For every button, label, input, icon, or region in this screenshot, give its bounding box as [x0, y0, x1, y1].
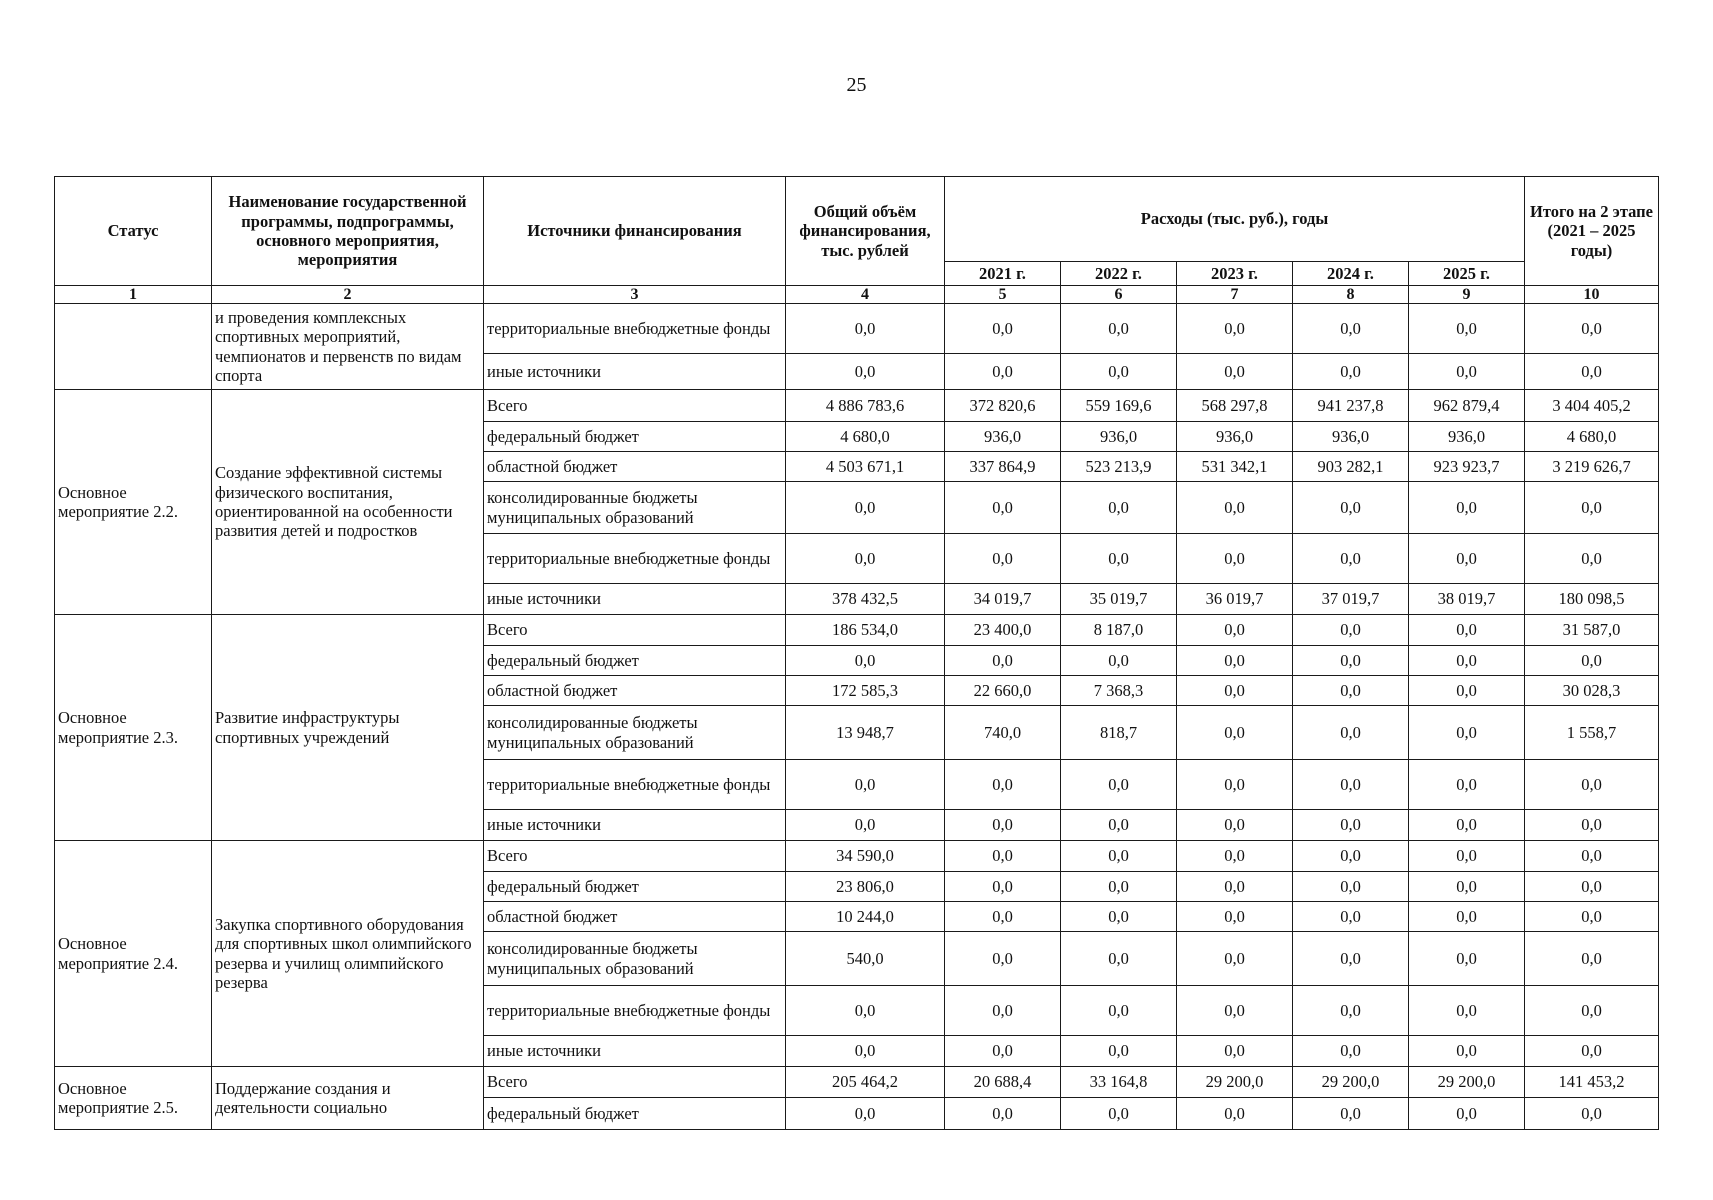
value-cell: 0,0 — [1061, 304, 1177, 354]
value-cell: 0,0 — [1061, 902, 1177, 932]
value-cell: 0,0 — [1177, 902, 1293, 932]
table-body — [55, 304, 1659, 1130]
value-cell: 0,0 — [1293, 646, 1409, 676]
value-cell: 0,0 — [1409, 615, 1525, 646]
header-total: Общий объём финансирования, тыс. рублей — [786, 177, 945, 286]
value-cell: 0,0 — [786, 760, 945, 810]
value-cell: 0,0 — [1177, 841, 1293, 872]
source-cell: иные источники — [484, 1036, 786, 1067]
column-number: 6 — [1061, 286, 1177, 304]
value-cell: 31 587,0 — [1525, 615, 1659, 646]
page-number: 25 — [846, 74, 867, 96]
value-cell: 0,0 — [1409, 932, 1525, 986]
column-number: 10 — [1525, 286, 1659, 304]
value-cell: 0,0 — [1409, 676, 1525, 706]
value-cell: 180 098,5 — [1525, 584, 1659, 615]
value-cell: 531 342,1 — [1177, 452, 1293, 482]
source-cell: территориальные внебюджетные фонды — [484, 986, 786, 1036]
header-year: 2025 г. — [1409, 262, 1525, 286]
value-cell: 29 200,0 — [1177, 1067, 1293, 1098]
value-cell: 0,0 — [1409, 810, 1525, 841]
value-cell: 0,0 — [945, 482, 1061, 534]
value-cell: 0,0 — [1177, 482, 1293, 534]
value-cell: 372 820,6 — [945, 390, 1061, 422]
source-cell: территориальные внебюджетные фонды — [484, 534, 786, 584]
value-cell: 0,0 — [1525, 304, 1659, 354]
value-cell: 0,0 — [1061, 482, 1177, 534]
value-cell: 0,0 — [945, 902, 1061, 932]
event-name-cell: и проведения комплексных спортивных мероприятий, чемпионатов и первенств по видам спорта — [212, 304, 484, 390]
value-cell: 0,0 — [1409, 1098, 1525, 1130]
value-cell: 8 187,0 — [1061, 615, 1177, 646]
value-cell: 0,0 — [1177, 706, 1293, 760]
value-cell: 34 019,7 — [945, 584, 1061, 615]
value-cell: 0,0 — [1293, 872, 1409, 902]
value-cell: 0,0 — [945, 810, 1061, 841]
value-cell: 0,0 — [786, 482, 945, 534]
value-cell: 0,0 — [1177, 872, 1293, 902]
value-cell: 0,0 — [945, 354, 1061, 390]
source-cell: областной бюджет — [484, 902, 786, 932]
value-cell: 936,0 — [1177, 422, 1293, 452]
value-cell: 0,0 — [1293, 841, 1409, 872]
value-cell: 3 219 626,7 — [1525, 452, 1659, 482]
value-cell: 0,0 — [1061, 986, 1177, 1036]
header-year: 2022 г. — [1061, 262, 1177, 286]
value-cell: 0,0 — [1409, 534, 1525, 584]
value-cell: 38 019,7 — [1409, 584, 1525, 615]
value-cell: 0,0 — [1177, 534, 1293, 584]
value-cell: 0,0 — [786, 1036, 945, 1067]
value-cell: 0,0 — [1061, 646, 1177, 676]
value-cell: 29 200,0 — [1409, 1067, 1525, 1098]
value-cell: 0,0 — [786, 986, 945, 1036]
value-cell: 0,0 — [1525, 810, 1659, 841]
value-cell: 0,0 — [786, 810, 945, 841]
value-cell: 4 886 783,6 — [786, 390, 945, 422]
value-cell: 13 948,7 — [786, 706, 945, 760]
value-cell: 0,0 — [1293, 932, 1409, 986]
source-cell: территориальные внебюджетные фонды — [484, 760, 786, 810]
value-cell: 0,0 — [1177, 932, 1293, 986]
value-cell: 37 019,7 — [1293, 584, 1409, 615]
value-cell: 4 680,0 — [1525, 422, 1659, 452]
value-cell: 0,0 — [1293, 1036, 1409, 1067]
value-cell: 30 028,3 — [1525, 676, 1659, 706]
event-name-cell: Поддержание создания и деятельности социально — [212, 1067, 484, 1130]
value-cell: 0,0 — [786, 304, 945, 354]
value-cell: 0,0 — [1061, 1036, 1177, 1067]
value-cell: 378 432,5 — [786, 584, 945, 615]
value-cell: 0,0 — [1293, 615, 1409, 646]
source-cell: федеральный бюджет — [484, 872, 786, 902]
source-cell: федеральный бюджет — [484, 646, 786, 676]
value-cell: 818,7 — [1061, 706, 1177, 760]
value-cell: 0,0 — [1061, 872, 1177, 902]
header-name: Наименование государственной программы, подпрограммы, основного мероприятия, мероприятия — [212, 177, 484, 286]
source-cell: Всего — [484, 615, 786, 646]
value-cell: 4 503 671,1 — [786, 452, 945, 482]
status-cell: Основное мероприятие 2.2. — [55, 390, 212, 615]
value-cell: 29 200,0 — [1293, 1067, 1409, 1098]
value-cell: 0,0 — [1525, 646, 1659, 676]
value-cell: 35 019,7 — [1061, 584, 1177, 615]
value-cell: 0,0 — [1061, 932, 1177, 986]
value-cell: 0,0 — [1409, 986, 1525, 1036]
header-year: 2023 г. — [1177, 262, 1293, 286]
header-year: 2021 г. — [945, 262, 1061, 286]
value-cell: 0,0 — [786, 646, 945, 676]
value-cell: 0,0 — [1409, 354, 1525, 390]
value-cell: 3 404 405,2 — [1525, 390, 1659, 422]
source-cell: консолидированные бюджеты муниципальных образований — [484, 932, 786, 986]
value-cell: 0,0 — [1177, 304, 1293, 354]
value-cell: 0,0 — [1293, 534, 1409, 584]
status-cell: Основное мероприятие 2.5. — [55, 1067, 212, 1130]
value-cell: 523 213,9 — [1061, 452, 1177, 482]
status-cell: Основное мероприятие 2.4. — [55, 841, 212, 1067]
table-row — [55, 304, 1659, 354]
value-cell: 0,0 — [1409, 706, 1525, 760]
value-cell: 141 453,2 — [1525, 1067, 1659, 1098]
value-cell: 540,0 — [786, 932, 945, 986]
value-cell: 0,0 — [1409, 482, 1525, 534]
table-row — [55, 615, 1659, 646]
value-cell: 936,0 — [1061, 422, 1177, 452]
value-cell: 0,0 — [1409, 1036, 1525, 1067]
value-cell: 0,0 — [1061, 760, 1177, 810]
source-cell: федеральный бюджет — [484, 1098, 786, 1130]
header-expenses: Расходы (тыс. руб.), годы — [945, 177, 1525, 262]
value-cell: 0,0 — [1293, 902, 1409, 932]
value-cell: 23 806,0 — [786, 872, 945, 902]
value-cell: 186 534,0 — [786, 615, 945, 646]
value-cell: 0,0 — [1525, 354, 1659, 390]
value-cell: 0,0 — [1409, 646, 1525, 676]
financing-table — [54, 176, 1659, 1130]
value-cell: 0,0 — [1525, 1098, 1659, 1130]
value-cell: 0,0 — [1525, 534, 1659, 584]
source-cell: иные источники — [484, 354, 786, 390]
value-cell: 0,0 — [945, 872, 1061, 902]
table-row — [55, 1067, 1659, 1098]
value-cell: 0,0 — [1525, 932, 1659, 986]
value-cell: 0,0 — [1525, 482, 1659, 534]
column-number: 7 — [1177, 286, 1293, 304]
value-cell: 1 558,7 — [1525, 706, 1659, 760]
value-cell: 0,0 — [1177, 760, 1293, 810]
source-cell: федеральный бюджет — [484, 422, 786, 452]
value-cell: 0,0 — [1293, 1098, 1409, 1130]
event-name-cell: Создание эффективной системы физического воспитания, ориентированной на особенности развития детей и подростков — [212, 390, 484, 615]
value-cell: 172 585,3 — [786, 676, 945, 706]
value-cell: 936,0 — [1409, 422, 1525, 452]
value-cell: 0,0 — [1525, 986, 1659, 1036]
value-cell: 0,0 — [1293, 354, 1409, 390]
source-cell: Всего — [484, 390, 786, 422]
value-cell: 36 019,7 — [1177, 584, 1293, 615]
value-cell: 0,0 — [1293, 676, 1409, 706]
value-cell: 0,0 — [1409, 872, 1525, 902]
value-cell: 0,0 — [786, 354, 945, 390]
value-cell: 0,0 — [1061, 354, 1177, 390]
value-cell: 0,0 — [945, 534, 1061, 584]
value-cell: 0,0 — [945, 932, 1061, 986]
header-source: Источники финансирования — [484, 177, 786, 286]
value-cell: 0,0 — [1061, 534, 1177, 584]
source-cell: Всего — [484, 841, 786, 872]
value-cell: 0,0 — [1409, 304, 1525, 354]
value-cell: 337 864,9 — [945, 452, 1061, 482]
value-cell: 0,0 — [1061, 1098, 1177, 1130]
value-cell: 0,0 — [1409, 902, 1525, 932]
column-number: 9 — [1409, 286, 1525, 304]
table-row — [55, 841, 1659, 872]
value-cell: 941 237,8 — [1293, 390, 1409, 422]
value-cell: 33 164,8 — [1061, 1067, 1177, 1098]
event-name-cell: Развитие инфраструктуры спортивных учреждений — [212, 615, 484, 841]
column-number: 8 — [1293, 286, 1409, 304]
value-cell: 0,0 — [1293, 482, 1409, 534]
header-year: 2024 г. — [1293, 262, 1409, 286]
value-cell: 0,0 — [1177, 1098, 1293, 1130]
header-stage-total: Итого на 2 этапе (2021 – 2025 годы) — [1525, 177, 1659, 286]
value-cell: 10 244,0 — [786, 902, 945, 932]
source-cell: иные источники — [484, 584, 786, 615]
value-cell: 23 400,0 — [945, 615, 1061, 646]
column-number: 2 — [212, 286, 484, 304]
source-cell: территориальные внебюджетные фонды — [484, 304, 786, 354]
source-cell: областной бюджет — [484, 676, 786, 706]
value-cell: 34 590,0 — [786, 841, 945, 872]
value-cell: 740,0 — [945, 706, 1061, 760]
status-cell: Основное мероприятие 2.3. — [55, 615, 212, 841]
event-name-cell: Закупка спортивного оборудования для спортивных школ олимпийского резерва и училищ олимпийского резерва — [212, 841, 484, 1067]
value-cell: 0,0 — [1177, 810, 1293, 841]
value-cell: 0,0 — [1177, 646, 1293, 676]
value-cell: 936,0 — [945, 422, 1061, 452]
value-cell: 0,0 — [1293, 986, 1409, 1036]
value-cell: 0,0 — [786, 534, 945, 584]
value-cell: 0,0 — [1177, 615, 1293, 646]
value-cell: 0,0 — [945, 760, 1061, 810]
value-cell: 903 282,1 — [1293, 452, 1409, 482]
value-cell: 923 923,7 — [1409, 452, 1525, 482]
value-cell: 0,0 — [945, 646, 1061, 676]
value-cell: 0,0 — [945, 1098, 1061, 1130]
table-row — [55, 390, 1659, 422]
value-cell: 0,0 — [1525, 841, 1659, 872]
value-cell: 22 660,0 — [945, 676, 1061, 706]
value-cell: 205 464,2 — [786, 1067, 945, 1098]
value-cell: 0,0 — [1409, 760, 1525, 810]
value-cell: 0,0 — [1177, 676, 1293, 706]
column-number: 3 — [484, 286, 786, 304]
value-cell: 0,0 — [1177, 986, 1293, 1036]
value-cell: 0,0 — [945, 841, 1061, 872]
value-cell: 0,0 — [1061, 841, 1177, 872]
value-cell: 0,0 — [1293, 760, 1409, 810]
value-cell: 0,0 — [786, 1098, 945, 1130]
value-cell: 936,0 — [1293, 422, 1409, 452]
value-cell: 0,0 — [1293, 706, 1409, 760]
source-cell: консолидированные бюджеты муниципальных образований — [484, 482, 786, 534]
value-cell: 0,0 — [945, 304, 1061, 354]
value-cell: 0,0 — [945, 986, 1061, 1036]
value-cell: 0,0 — [1525, 872, 1659, 902]
value-cell: 568 297,8 — [1177, 390, 1293, 422]
value-cell: 0,0 — [1177, 1036, 1293, 1067]
value-cell: 0,0 — [1409, 841, 1525, 872]
value-cell: 0,0 — [1525, 902, 1659, 932]
status-cell — [55, 304, 212, 390]
header-status: Статус — [55, 177, 212, 286]
value-cell: 0,0 — [1177, 354, 1293, 390]
source-cell: иные источники — [484, 810, 786, 841]
value-cell: 0,0 — [1293, 810, 1409, 841]
value-cell: 20 688,4 — [945, 1067, 1061, 1098]
column-number: 4 — [786, 286, 945, 304]
value-cell: 559 169,6 — [1061, 390, 1177, 422]
column-number: 1 — [55, 286, 212, 304]
value-cell: 962 879,4 — [1409, 390, 1525, 422]
value-cell: 0,0 — [1525, 1036, 1659, 1067]
source-cell: Всего — [484, 1067, 786, 1098]
column-number: 5 — [945, 286, 1061, 304]
source-cell: консолидированные бюджеты муниципальных образований — [484, 706, 786, 760]
value-cell: 4 680,0 — [786, 422, 945, 452]
value-cell: 0,0 — [1061, 810, 1177, 841]
value-cell: 0,0 — [1525, 760, 1659, 810]
source-cell: областной бюджет — [484, 452, 786, 482]
value-cell: 0,0 — [945, 1036, 1061, 1067]
value-cell: 7 368,3 — [1061, 676, 1177, 706]
value-cell: 0,0 — [1293, 304, 1409, 354]
